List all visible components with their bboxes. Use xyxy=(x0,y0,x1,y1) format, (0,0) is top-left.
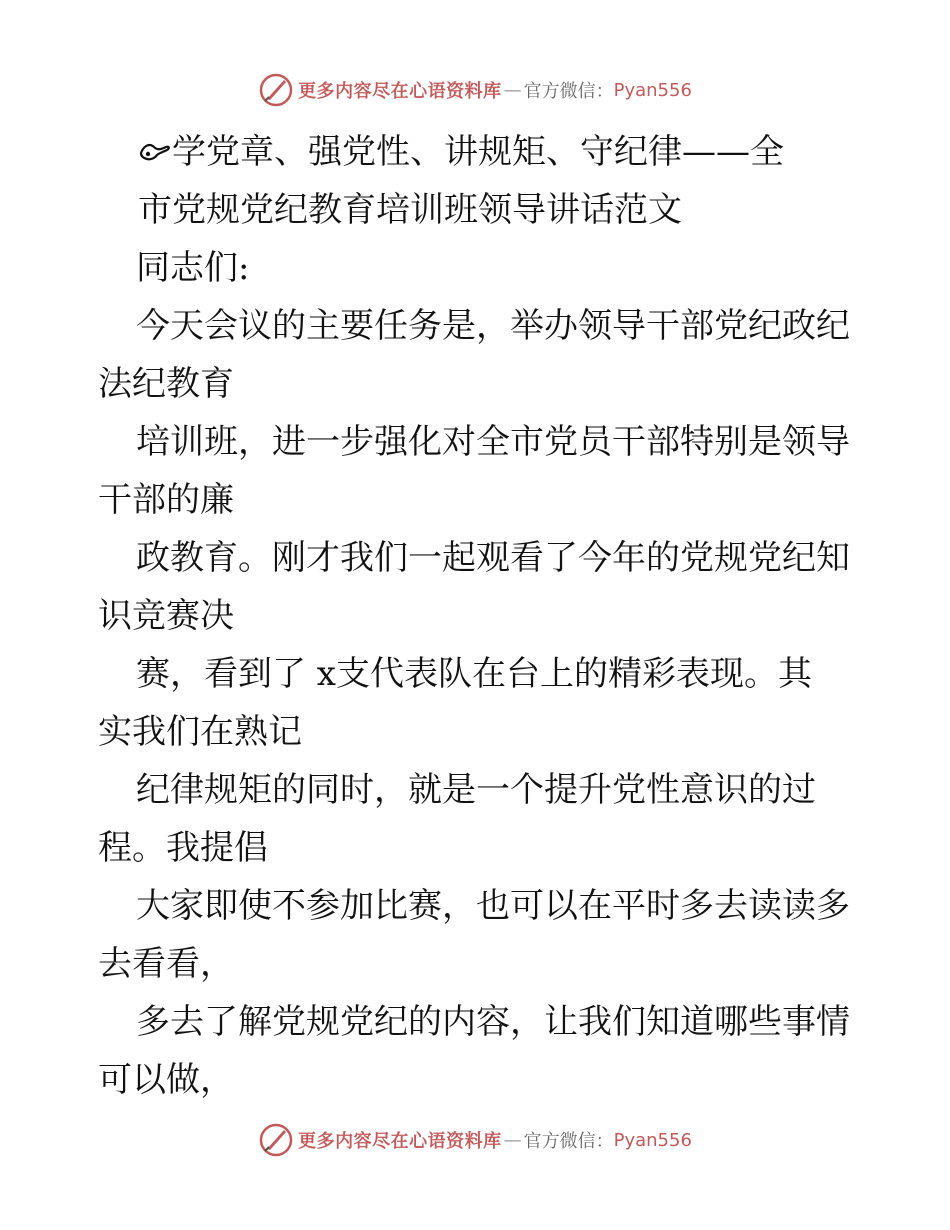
body-line: 培训班，进一步强化对全市党员干部特别是领导 xyxy=(136,422,850,462)
document-body xyxy=(98,123,868,1109)
body-line: 干部的廉 xyxy=(98,480,234,520)
quill-logo-icon xyxy=(258,1122,294,1158)
body-line: 政教育。刚才我们一起观看了今年的党规党纪知 xyxy=(136,538,850,578)
body-line: 纪律规矩的同时，就是一个提升党性意识的过 xyxy=(136,770,816,810)
title-line-2: 市党规党纪教育培训班领导讲话范文 xyxy=(138,190,682,230)
banner-site-name: 更多内容尽在心语资料库 xyxy=(298,1131,502,1152)
pointing-hand-icon xyxy=(138,133,172,167)
footer-banner xyxy=(0,1120,950,1160)
banner-wechat-label: 官方微信： xyxy=(523,1131,614,1152)
banner-separator: — xyxy=(503,1129,522,1151)
body-line: 赛，看到了 x支代表队在台上的精彩表现。其 xyxy=(136,654,812,694)
header-banner xyxy=(0,70,950,110)
greeting: 同志们: xyxy=(136,248,250,288)
body-line: 多去了解党规党纪的内容，让我们知道哪些事情 xyxy=(136,1002,850,1042)
banner-wechat-id: Pyan556 xyxy=(613,1129,692,1151)
body-line: 识竞赛决 xyxy=(98,596,234,636)
banner-wechat-id: Pyan556 xyxy=(613,79,692,101)
body-line: 今天会议的主要任务是，举办领导干部党纪政纪 xyxy=(136,306,850,346)
body-line: 实我们在熟记 xyxy=(98,712,302,752)
body-line: 程。我提倡 xyxy=(98,828,268,868)
body-line: 法纪教育 xyxy=(98,364,234,404)
title-text-1: 学党章、强党性、讲规矩、守纪律——全 xyxy=(172,132,784,172)
title-line-1 xyxy=(98,123,868,181)
banner-separator: — xyxy=(503,79,522,101)
body-line: 去看看， xyxy=(98,944,234,984)
banner-site-name: 更多内容尽在心语资料库 xyxy=(298,81,502,102)
body-line: 大家即使不参加比赛，也可以在平时多去读读多 xyxy=(136,886,850,926)
quill-logo-icon xyxy=(258,72,294,108)
body-line: 可以做， xyxy=(98,1060,234,1100)
banner-wechat-label: 官方微信： xyxy=(523,81,614,102)
